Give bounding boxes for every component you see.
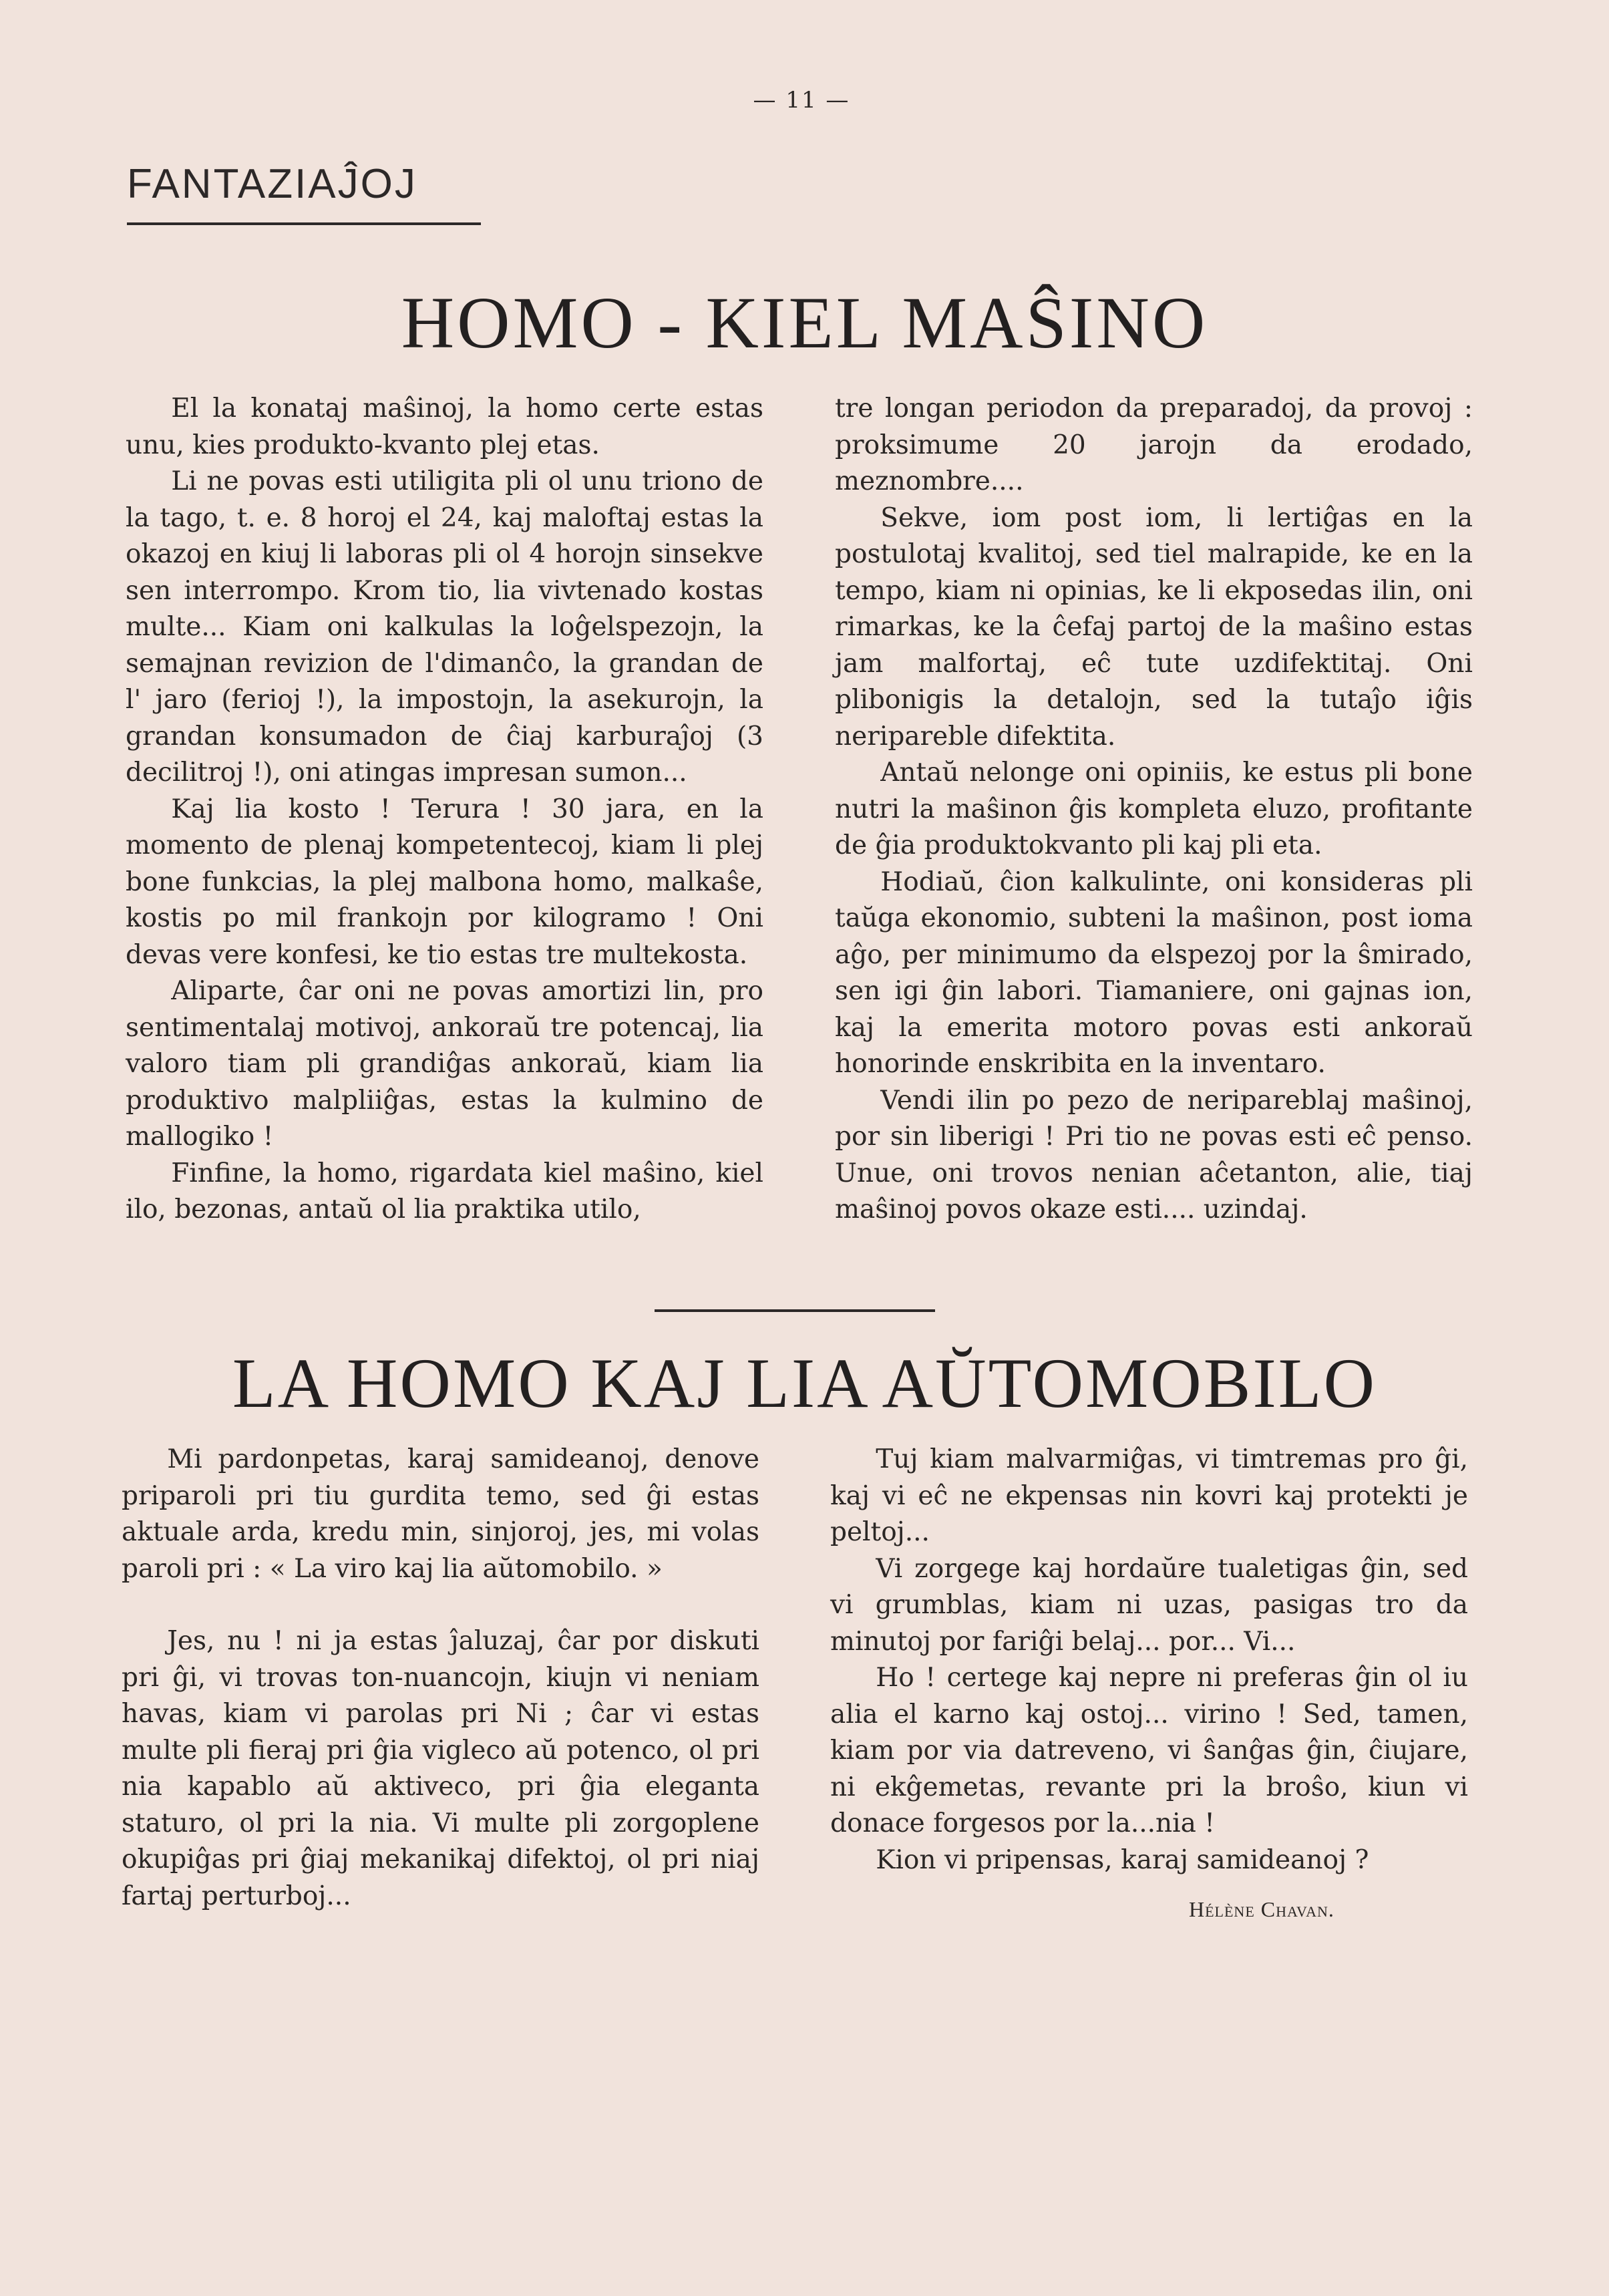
paragraph: Sekve, iom post iom, li lertiĝas en la postulotaj kvalitoj, sed tiel malrapide, ke en la tempo, kiam ni opinias, ke li ekposedas ilin, oni rimarkas, ke la ĉefaj partoj de la maŝino estas jam malfortaj, eĉ tute uzdifektitaj. Oni plibonigis la detalojn, sed la tutaĵo iĝis neripareble difektita. — [835, 502, 1473, 752]
paragraph: Aliparte, ĉar oni ne povas amortizi lin, pro sentimentalaj motivoj, ankoraŭ tre potencaj, lia valoro tiam pli grandiĝas ankoraŭ, kiam lia produktivo malpliiĝas, estas la kulmino de mallogiko ! — [126, 976, 763, 1152]
page-number: — 11 — — [753, 87, 850, 114]
paragraph-continued: tre longan periodon da preparadoj, da provoj : proksimume 20 jarojn da erodado, meznombre.... — [835, 393, 1473, 496]
paragraph: Kaj lia kosto ! Terura ! 30 jara, en la momento de plenaj kompetentecoj, kiam li plej bone funkcias, la plej malbona homo, malkaŝe, kostis po mil frankojn por kilogramo ! Oni devas vere konfesi, ke tio estas tre multekosta. — [126, 794, 763, 970]
paragraph: Vendi ilin po pezo de neripareblaj maŝinoj, por sin liberigi ! Pri tio ne povas esti eĉ penso. Unue, oni trovos nenian aĉetanton, alie, tiaj maŝinoj povos okaze esti.... uzindaj. — [835, 1085, 1473, 1224]
article-divider — [655, 1309, 935, 1312]
paragraph: Tuj kiam malvarmiĝas, vi timtremas pro ĝi, kaj vi eĉ ne ekpensas nin kovri kaj protekti je peltoj... — [830, 1444, 1468, 1547]
paragraph: Li ne povas esti utiligita pli ol unu triono de la tago, t. e. 8 horoj el 24, kaj maloftaj estas la okazoj en kiuj li laboras pli ol 4 horojn sinsekve sen interrompo. Krom tio, lia vivtenado kostas multe... Kiam oni kalkulas la loĝelspezojn, la semajnan revizion de l'dimanĉo, la grandan de l' jaro (ferioj !), la impostojn, la asekurojn, la grandan konsumadon de ĉiaj karburaĵoj (3 decilitroj !), oni atingas impresan sumon... — [126, 466, 763, 788]
article1-column-left — [126, 391, 763, 1228]
paragraph: Mi pardonpetas, karaj samideanoj, denove priparoli pri tiu gurdita temo, sed ĝi estas aktuale arda, kredu min, sinjoroj, jes, mi volas paroli pri : « La viro kaj lia aŭtomobilo. » — [122, 1444, 759, 1584]
paragraph: Finfine, la homo, rigardata kiel maŝino, kiel ilo, bezonas, antaŭ ol lia praktika utilo, — [126, 1158, 763, 1224]
paragraph: Kion vi pripensas, karaj samideanoj ? — [876, 1844, 1369, 1875]
article2-title: LA HOMO KAJ LIA AŬTOMOBILO — [232, 1344, 1377, 1422]
author-signature: Hélène Chavan. — [1189, 1897, 1334, 1921]
article1-title: HOMO - KIEL MAŜINO — [401, 282, 1208, 363]
paragraph: Ho ! certege kaj nepre ni preferas ĝin ol iu alia el karno kaj ostoj... virino ! Sed, tamen, kiam por via datreveno, vi ŝanĝas ĝin, ĉiujare, ni ekĝemetas, revante pri la broŝo, kiun vi donace forgesos por la...nia ! — [830, 1663, 1468, 1838]
article2-column-right — [830, 1442, 1468, 1878]
paragraph: Antaŭ nelonge oni opiniis, ke estus pli bone nutri la maŝinon ĝis kompleta eluzo, profitante de ĝia produktokvanto pli kaj pli eta. — [835, 758, 1473, 860]
paragraph: Hodiaŭ, ĉion kalkulinte, oni konsideras pli taŭga ekonomio, subteni la maŝinon, post ioma aĝo, per minimumo da elspezoj por la ŝmirado, sen igi ĝin labori. Tiamaniere, oni gajnas ion, kaj la emerita motoro povas esti ankoraŭ honorinde enskribita en la inventaro. — [835, 866, 1473, 1079]
article2-column-left — [122, 1442, 759, 1915]
article1-column-right — [835, 391, 1473, 1228]
section-underline — [127, 222, 481, 225]
paragraph: Jes, nu ! ni ja estas ĵaluzaj, ĉar por diskuti pri ĝi, vi trovas ton-nuancojn, kiujn vi neniam havas, kiam vi parolas pri Ni ; ĉar vi estas multe pli fieraj pri ĝia vigleco aŭ potenco, ol pri nia kapablo aŭ aktiveco, pri ĝia eleganta staturo, ol pri la nia. Vi multe pli zorgoplene okupiĝas pri ĝiaj mekanikaj difektoj, ol pri niaj fartaj perturboj... — [122, 1626, 759, 1911]
section-title: FANTAZIAĴOJ — [127, 161, 417, 207]
paragraph: Vi zorgege kaj hordaŭre tualetigas ĝin, sed vi grumblas, kiam ni uzas, pasigas tro da minutoj por fariĝi belaj... por... Vi... — [830, 1553, 1468, 1657]
paragraph: El la konataj maŝinoj, la homo certe estas unu, kies produkto-kvanto plej etas. — [126, 393, 763, 460]
